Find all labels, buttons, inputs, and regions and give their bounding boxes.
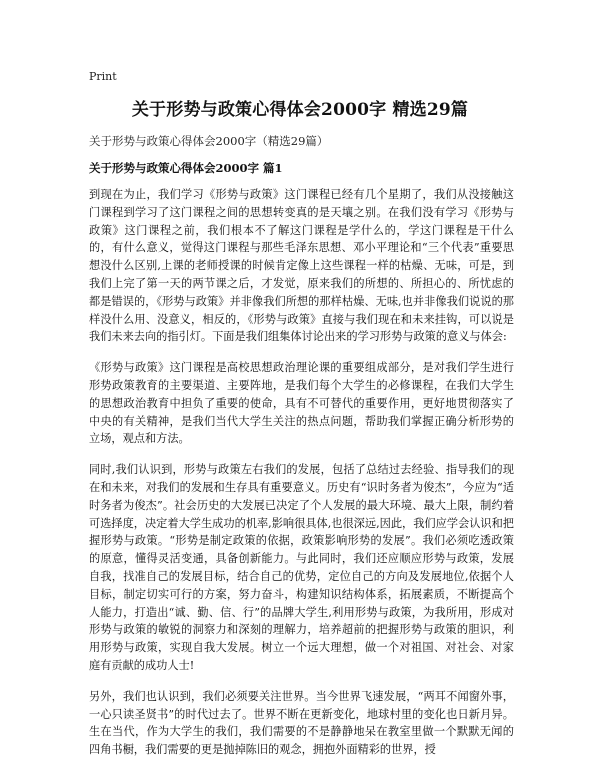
paragraph-1: 到现在为止，我们学习《形势与政策》这门课程已经有几个星期了，我们从没接触这门课程到学习了这门课程之间的思想转变真的是天壤之别。在我们没有学习《形势与政策》这门课程之前，我们根本不了解这门课程是学什么的，学这门课程是干什么的，有什么意义，觉得这门课程与那些毛泽东思想、邓小平理论和“三个代表”重要思想没什么区别,上课的老师授课的时候肯定像上这些课程一样的枯燥、无味，可是，到我们上完了第一天的两节课之后，才发觉，原来我们的所想的、所担心的、所忧虑的都是错误的，《形势与政策》并非像我们所想的那样枯燥、无味,也并非像我们说说的那样没什么用、没意义，相反的，《形势与政策》直接与我们现在和未来挂钩，可以说是我们未来去向的指引灯。下面是我们组集体讨论出来的学习形势与政策的意义与体会: — [89, 188, 514, 344]
page-title: 关于形势与政策心得体会2000字 精选29篇 — [131, 100, 469, 120]
section-heading: 关于形势与政策心得体会2000字 篇1 — [89, 161, 283, 175]
document-subtitle: 关于形势与政策心得体会2000字（精选29篇） — [89, 134, 329, 148]
paragraph-2: 《形势与政策》这门课程是高校思想政治理论课的重要组成部分，是对我们学生进行形势政策教育的主要渠道、主要阵地，是我们每个大学生的必修课程，在我们大学生的思想政治教育中担负了重要的使命，具有不可替代的重要作用，更好地贯彻落实了中央的有关精神，是我们当代大学生关注的热点问题，帮助我们掌握正确分析形势的立场，观点和方法。 — [89, 361, 514, 446]
document-body — [89, 186, 514, 772]
paragraph-4: 另外，我们也认识到，我们必须要关注世界。当今世界飞速发展，“两耳不闻窗外事，一心只读圣贤书”的时代过去了。世界不断在更新变化，地球村里的变化也日新月异。生在当代，作为大学生的我们，我们需要的不是静静地呆在教室里做一个默默无闻的四角书橱，我们需要的更是抛掉陈旧的观念，拥抱外面精彩的世界，授 — [89, 689, 514, 757]
print-label: Print — [89, 70, 117, 83]
paragraph-3: 同时,我们认识到，形势与政策左右我们的发展，包括了总结过去经验、指导我们的现在和未来，对我们的发展和生存具有重要意义。历史有“识时务者为俊杰”，今应为“适时务者为俊杰”。社会历史的大发展已决定了个人发展的最大环境、最大上限，制约着可选择度，决定着大学生成功的机率,影响很具体,也很深远,因此，我们应学会认识和把握形势与政策。“形势是制定政策的依据，政策影响形势的发展”。我们必须吃透政策的原意，懂得灵活变通，具备创新能力。与此同时，我们还应顺应形势与政策，发展自我，找准自己的发展目标，结合自己的优势，定位自己的方向及发展地位,依据个人目标，制定切实可行的方案，努力奋斗，构建知识结构体系，拓展素质，不断提高个人能力，打造出“诚、勤、信、行”的品牌大学生,利用形势与政策，为我所用，形成对形势与政策的敏锐的洞察力和深刻的理解力，培养超前的把握形势与政策的胆识，利用形势与政策，实现自我大发展。树立一个远大理想，做一个对祖国、对社会、对家庭有贡献的成功人士! — [89, 463, 514, 672]
